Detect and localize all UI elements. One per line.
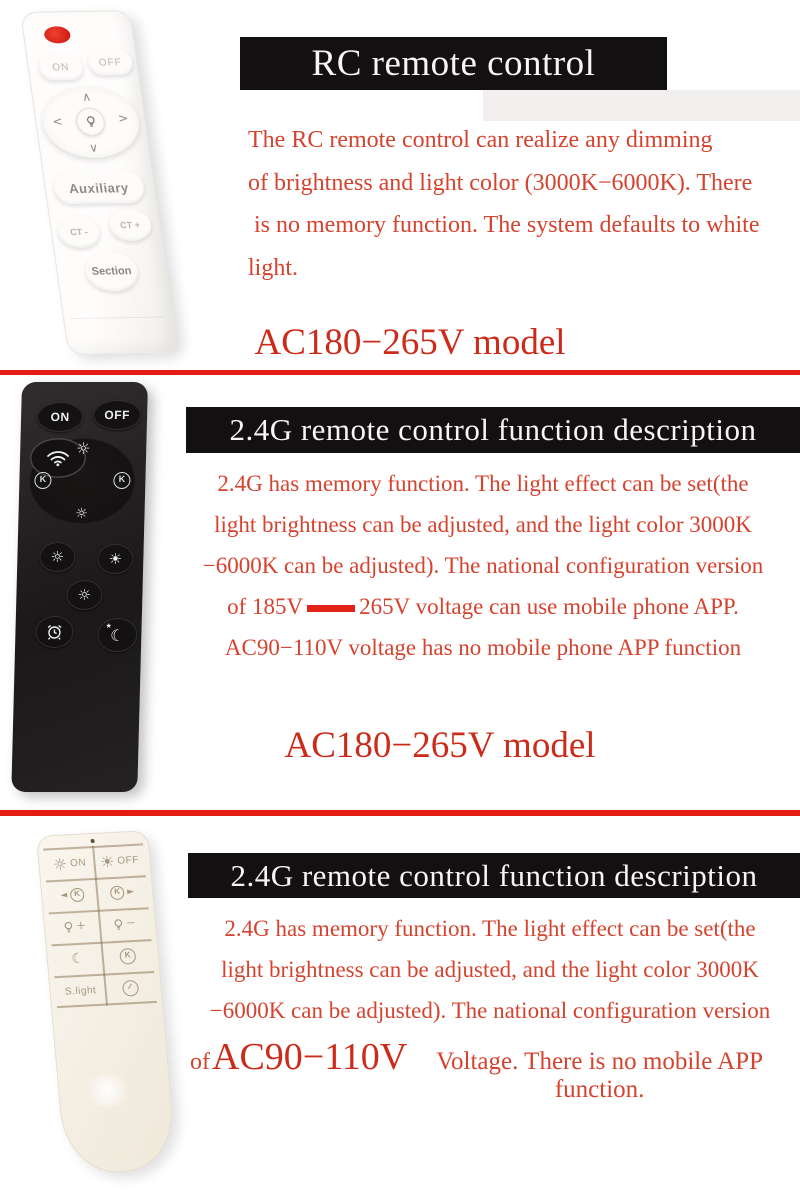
timer-button xyxy=(35,616,74,648)
description-line: light. xyxy=(248,254,299,281)
left-triangle-icon: ◄ xyxy=(59,890,68,901)
rc-remote-photo xyxy=(20,10,178,355)
k-circle-icon: K xyxy=(70,888,85,903)
w-brightness-down-button xyxy=(100,908,151,940)
description-line: is no memory function. The system defaults to white xyxy=(248,212,760,238)
voltage-range-dash xyxy=(307,605,355,612)
rc-section-button: Section xyxy=(83,251,141,292)
w-color-temp-button xyxy=(103,940,154,972)
rc-ct-minus-button: CT - xyxy=(56,216,102,249)
w-brightness-up-button xyxy=(50,911,101,943)
timer-circle-icon xyxy=(122,980,139,997)
night-mode-button xyxy=(97,618,138,652)
white-24g-section-title: 2.4G remote control function description xyxy=(188,853,800,898)
description-line: light brightness can be adjusted, and the light color 3000K xyxy=(214,512,752,537)
remote-off-button: OFF xyxy=(93,400,142,430)
bright-sun-button: ☀ xyxy=(97,544,134,574)
rc-nav-pad xyxy=(38,85,144,159)
w-on-button: ☼ ON xyxy=(52,853,87,874)
description-line: AC90−110V voltage has no mobile phone APP function xyxy=(224,635,742,660)
nav-right-icon: > xyxy=(117,111,130,126)
remote-seam xyxy=(70,317,164,320)
remote-control-pad xyxy=(28,438,136,524)
nav-left-icon: < xyxy=(51,114,64,129)
w-slight-button: S.light xyxy=(64,984,97,998)
k-circle-icon: K xyxy=(119,948,136,965)
sun-outline-icon: ☼ xyxy=(52,853,68,874)
no-app-text: Voltage. There is no mobile APP function. xyxy=(436,1048,764,1103)
black-24g-description xyxy=(188,463,778,668)
bulb-icon xyxy=(85,115,96,128)
moon-icon: ☾ xyxy=(70,950,85,968)
watermark-bar xyxy=(483,90,800,121)
nav-up-icon: ∧ xyxy=(81,89,92,104)
w-night-button xyxy=(53,943,104,975)
w-prev-button xyxy=(47,879,98,911)
black-24g-section-title: 2.4G remote control function description xyxy=(186,407,800,453)
description-line: The RC remote control can realize any dimming xyxy=(248,127,713,153)
button-grid xyxy=(43,843,157,1008)
star-icon: ★ xyxy=(105,622,112,630)
rc-model-label: AC180−265V model xyxy=(254,322,566,363)
section-divider xyxy=(0,810,800,816)
w-next-button xyxy=(97,876,148,908)
k-circle-icon: K xyxy=(110,885,125,900)
brightness-up-icon: ☼ xyxy=(75,439,91,458)
description-line: −6000K can be adjusted). The national configuration version xyxy=(209,998,771,1023)
right-triangle-icon: ► xyxy=(126,886,135,898)
black-24g-remote-photo xyxy=(11,382,148,792)
description-line: −6000K can be adjusted). The national configuration version xyxy=(202,553,764,578)
white-24g-description xyxy=(190,908,790,1103)
of-text: of xyxy=(190,1049,210,1075)
dim-sun-button: ☼ xyxy=(39,542,76,572)
ir-hole xyxy=(90,839,94,843)
rc-auxiliary-button: Auxiliary xyxy=(52,171,146,204)
nav-down-icon: ∨ xyxy=(88,140,99,155)
minus-icon: − xyxy=(125,914,137,933)
color-temp-left-icon: K xyxy=(34,472,51,489)
brightness-down-icon: ☼ xyxy=(75,506,89,522)
black-24g-model-label: AC180−265V model xyxy=(284,725,596,766)
rc-on-button: ON xyxy=(37,54,85,81)
description-line: 2.4G has memory function. The light effect can be set(the xyxy=(224,916,756,941)
white-24g-remote-photo xyxy=(36,830,177,1175)
description-line: 2.4G has memory function. The light effect can be set(the xyxy=(217,471,749,496)
remote-sheen xyxy=(80,1072,135,1109)
description-line: light brightness can be adjusted, and the light color 3000K xyxy=(221,957,759,982)
rc-off-button: OFF xyxy=(86,49,134,76)
moon-icon: ☾ xyxy=(109,625,125,645)
description-line: of brightness and light color (3000K−6000K). There xyxy=(248,169,753,196)
rc-description xyxy=(248,119,768,289)
sun-filled-icon: ☀ xyxy=(99,851,116,872)
section-divider xyxy=(0,370,800,375)
w-off-button: ☀ OFF xyxy=(99,851,140,872)
mid-sun-button: ☼ xyxy=(66,580,103,610)
w-timer-button xyxy=(105,972,156,1004)
voltage-range-text: AC90−110V xyxy=(212,1036,408,1078)
voltage-summary-line xyxy=(190,1035,790,1103)
ir-led-indicator xyxy=(43,26,71,43)
plus-icon: + xyxy=(75,917,87,935)
rc-section-title: RC remote control xyxy=(240,37,667,90)
bulb-icon xyxy=(64,921,74,934)
remote-on-button: ON xyxy=(37,402,84,432)
alarm-clock-icon xyxy=(44,623,64,641)
rc-ct-plus-button: CT + xyxy=(107,209,153,242)
bulb-icon xyxy=(114,918,124,931)
rc-bulb-button xyxy=(75,108,107,136)
voltage-range-line: of 185V 265V voltage can use mobile phone APP. xyxy=(227,594,739,619)
color-temp-right-icon: K xyxy=(113,472,130,489)
